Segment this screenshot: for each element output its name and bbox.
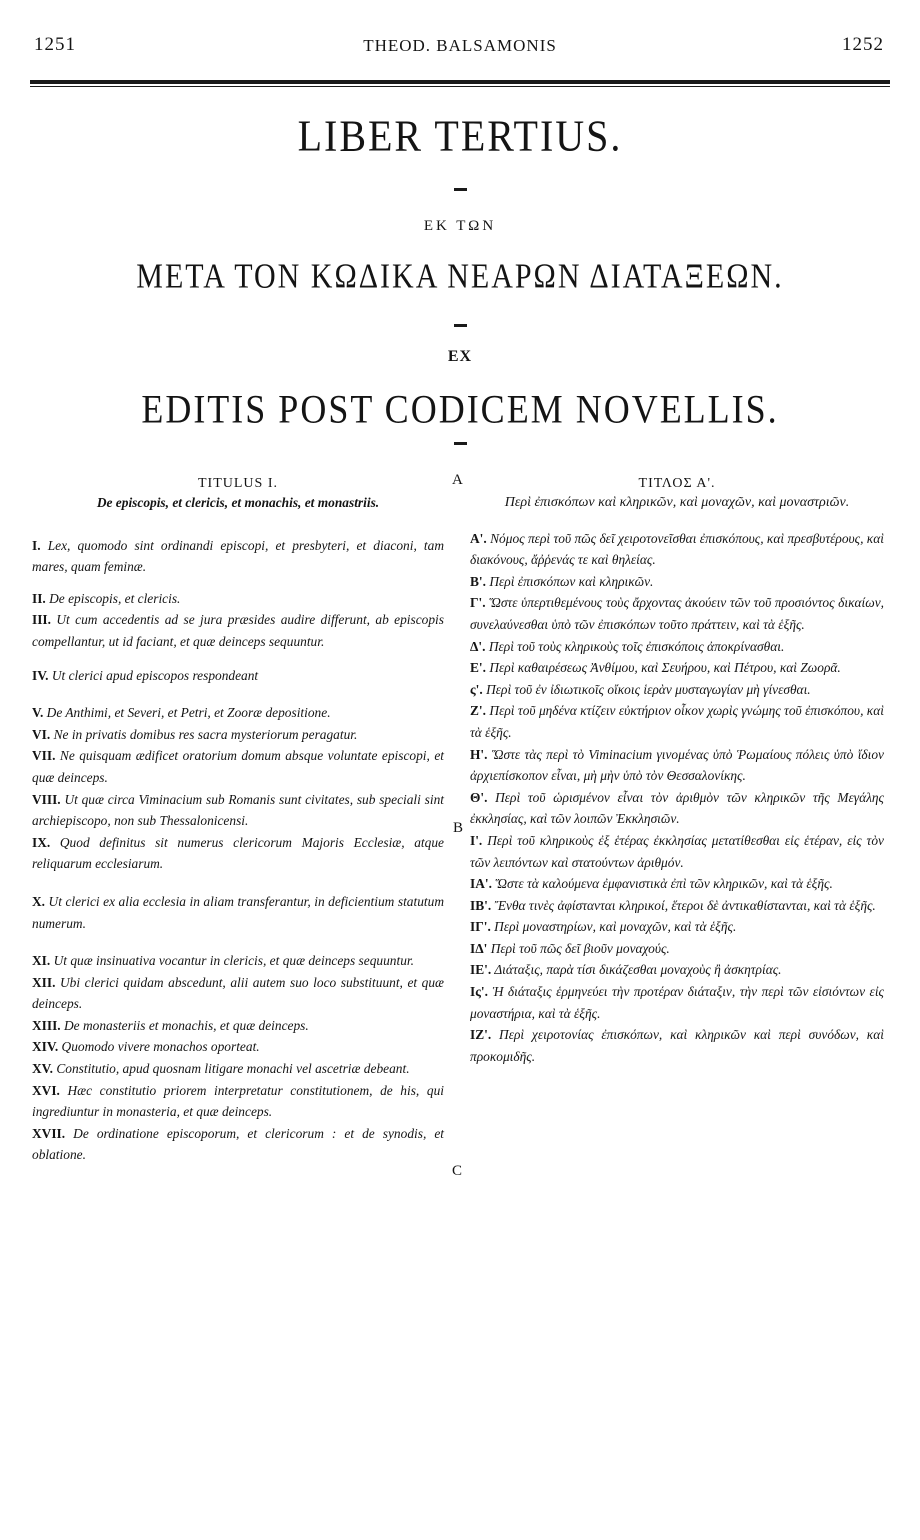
header-rule: [30, 80, 890, 84]
list-item: XI. Ut quæ insinuativa vocantur in clericis, et quæ deinceps sequuntur.: [32, 953, 414, 969]
list-item: VII. Ne quisquam ædificet oratorium domum absque voluntate episcopi, et quæ deinceps.: [32, 748, 444, 785]
margin-letter-b: B: [453, 820, 464, 836]
list-item: X. Ut clerici ex alia ecclesia in aliam transferantur, in deficientium statutum numerum.: [32, 893, 444, 931]
list-item: Ε'. Περὶ καθαιρέσεως Ἀνθίμου, καὶ Σευήρου, καὶ Πέτρου, καὶ Ζωορᾶ.: [470, 660, 841, 676]
title-dash: [454, 324, 467, 327]
latin-preposition: EX: [447, 348, 473, 365]
list-item: V. De Anthimi, et Severi, et Petri, et Zooræ depositione.: [32, 705, 331, 721]
list-item: ς'. Περὶ τοῦ ἐν ἰδιωτικοῖς οἴκοις ἱερὰν μυσταγωγίαν μὴ γίνεσθαι.: [470, 681, 811, 697]
column-heading: TITULUS I.: [198, 476, 278, 491]
running-head-title: THEOD. BALSAMONIS: [363, 36, 557, 55]
list-item: ΙΔ' Περὶ τοῦ πῶς δεῖ βιοῦν μοναχούς.: [470, 940, 670, 956]
list-item: XII. Ubi clerici quidam abscedunt, alii autem suo loco substituunt, et quæ deinceps.: [32, 974, 444, 1012]
list-item: IX. Quod definitus sit numerus clericorum Majoris Ecclesiæ, atque reliquarum ecclesiarum.: [32, 834, 444, 872]
latin-title: EDITIS POST CODICEM NOVELLIS.: [141, 386, 779, 432]
list-item: Η'. Ὥστε τὰς περὶ τὸ Viminacium γινομένας ὑπὸ Ῥωμαίους πόλεις ὑπὸ ἴδιον ἀρχιεπίσκοπον εἶναι, μὴ μὴν ὑπὸ τὸν Θεσσαλονίκης.: [470, 746, 884, 784]
margin-letter-a: A: [452, 472, 463, 488]
list-item: ΙΒ'. Ἔνθα τινὲς ἀφίστανται κληρικοί, ἕτεροι δὲ ἀντικαθίστανται, καὶ τὰ ἑξῆς.: [470, 897, 876, 913]
book-title: LIBER TERTIUS.: [297, 110, 623, 161]
list-item: Β'. Περὶ ἐπισκόπων καὶ κληρικῶν.: [470, 573, 654, 589]
list-item: XIV. Quomodo vivere monachos oporteat.: [32, 1039, 260, 1055]
list-item: XV. Constitutio, apud quosnam litigare monachi vel ascetriæ debeant.: [32, 1061, 410, 1077]
column-subheading: Περὶ ἐπισκόπων καὶ κληρικῶν, καὶ μοναχῶν, καὶ μοναστριῶν.: [504, 495, 850, 510]
list-item: VI. Ne in privatis domibus res sacra mysteriorum peragatur.: [32, 726, 358, 742]
list-item: ΙΓ'. Περὶ μοναστηρίων, καὶ μοναχῶν, καὶ τὰ ἑξῆς.: [470, 919, 737, 935]
list-item: III. Ut cum accedentis ad se jura præsides audire differunt, ab episcopis compellantur, ut id faciant, et quæ deinceps sequuntur.: [32, 612, 444, 649]
greek-preposition: ΕΚ ΤΩΝ: [423, 218, 497, 234]
list-item: Α'. Νόμος περὶ τοῦ πῶς δεῖ χειροτονεῖσθαι ἐπισκόπους, καὶ πρεσβυτέρους, καὶ διακόνους, ἄῤῥενάς τε καὶ θηλείας.: [470, 530, 884, 568]
list-item: ΙΑ'. Ὥστε τὰ καλούμενα ἐμφανιστικὰ ἐπὶ τῶν κληρικῶν, καὶ τὰ ἑξῆς.: [470, 876, 833, 892]
list-item: XVI. Hæc constitutio priorem interpretatur constitutionem, de his, qui ingrediuntur in monasteria, et quæ deinceps.: [32, 1082, 444, 1120]
list-item: ΙΖ'. Περὶ χειροτονίας ἐπισκόπων, καὶ κληρικῶν καὶ περὶ συνόδων, καὶ προκομιδῆς.: [470, 1027, 884, 1064]
list-item: I. Lex, quomodo sint ordinandi episcopi, et presbyteri, et diaconi, tam mares, quam feminæ.: [32, 537, 444, 575]
list-item: Ις'. Ἡ διάταξις ἑρμηνεύει τὴν προτέραν διάταξιν, τὴν περὶ τῶν εἰσιόντων εἰς μοναστήρια, καὶ τὰ ἑξῆς.: [470, 984, 884, 1021]
list-item: ΙΕ'. Διάταξις, παρὰ τίσι δικάζεσθαι μοναχοὺς ἢ ἀσκητρίας.: [470, 962, 782, 978]
list-item: Ι'. Περὶ τοῦ κληρικοὺς ἐξ ἑτέρας ἐκκλησίας μετατίθεσθαι εἰς ἑτέραν, εἰς τὸν τῶν λειπόντων καὶ στατούντων ἀριθμόν.: [470, 832, 884, 870]
latin-column: [32, 476, 444, 1166]
greek-title: ΜΕΤΑ ΤΟΝ ΚΩΔΙΚΑ ΝΕΑΡΩΝ ΔΙΑΤΑΞΕΩΝ.: [136, 257, 784, 296]
column-heading: ΤΙΤΛΟΣ Α'.: [638, 476, 716, 491]
list-item: Ζ'. Περὶ τοῦ μηδένα κτίζειν εὐκτήριον οἶκον χωρὶς γνώμης τοῦ ἐπισκόπου, καὶ τὰ ἑξῆς.: [470, 703, 884, 740]
list-item: VIII. Ut quæ circa Viminacium sub Romanis sunt civitates, sub speciali sint archiepiscopo, non sub Thessalonicensi.: [32, 791, 444, 829]
title-dash: [454, 442, 467, 445]
column-subheading: De episcopis, et clericis, et monachis, et monastriis.: [96, 495, 380, 510]
list-item: II. De episcopis, et clericis.: [32, 590, 181, 606]
right-page-number: 1252: [842, 34, 884, 55]
title-dash: [454, 188, 467, 191]
list-item: XVII. De ordinatione episcoporum, et clericorum : et de synodis, et oblatione.: [32, 1125, 444, 1163]
running-head: [0, 30, 920, 60]
list-item: IV. Ut clerici apud episcopos respondeant: [32, 667, 259, 683]
left-page-number: 1251: [34, 34, 76, 55]
greek-column: [470, 476, 884, 1067]
list-item: Δ'. Περὶ τοῦ τοὺς κληρικοὺς τοῖς ἐπισκόποις ἀποκρίνασθαι.: [470, 638, 785, 654]
list-item: Γ'. Ὥστε ὑπερτιθεμένους τοὺς ἄρχοντας ἀκούειν τῶν τοῦ προσιόντος δικαίων, συνελαύνεσθαι ὑπὸ τῶν ἐπισκόπων τοῦτο πράττειν, καὶ τὰ ἑξῆς.: [470, 595, 884, 632]
header-rule-thin: [30, 86, 890, 87]
list-item: XIII. De monasteriis et monachis, et quæ deinceps.: [32, 1017, 309, 1033]
margin-letter-c: C: [452, 1163, 463, 1179]
list-item: Θ'. Περὶ τοῦ ὡρισμένον εἶναι τὸν ἀριθμὸν τῶν κληρικῶν τῆς Μεγάλης ἐκκλησίας, καὶ τῶν λοιπῶν Ἐκκλησιῶν.: [470, 789, 884, 827]
